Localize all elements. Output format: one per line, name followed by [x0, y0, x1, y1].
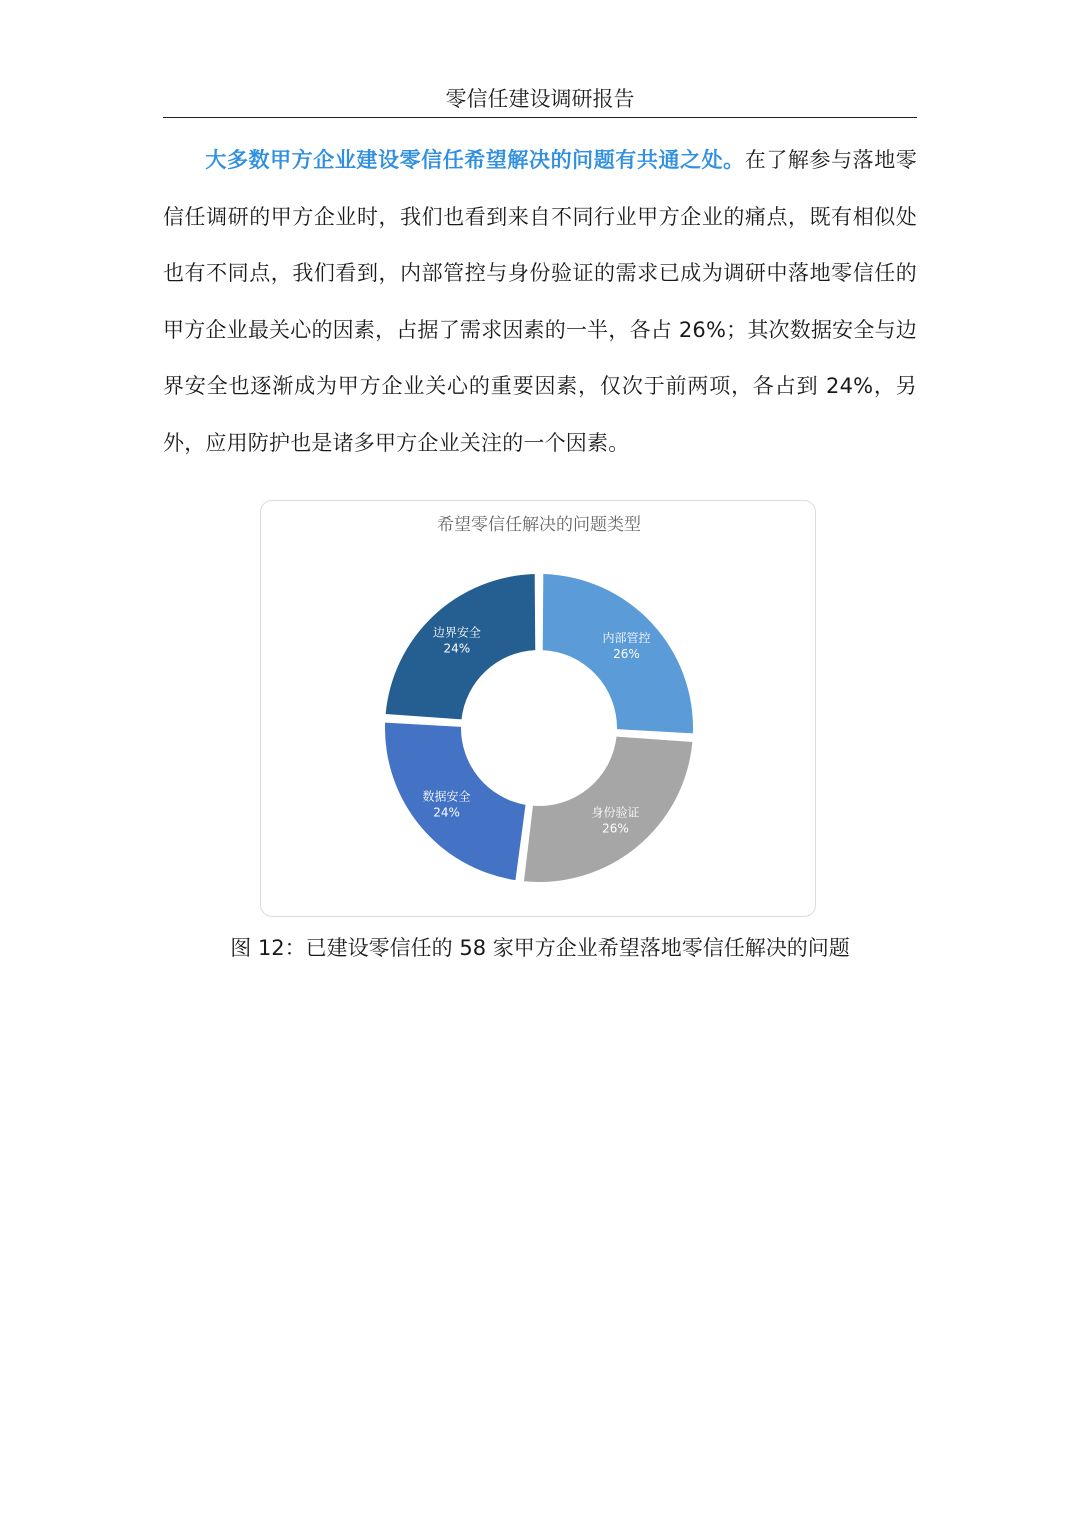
- slice-category-label: 边界安全: [432, 625, 481, 640]
- page-header-title: 零信任建设调研报告: [445, 87, 635, 111]
- paragraph-text: 在了解参与落地零信任调研的甲方企业时，我们也看到来自不同行业甲方企业的痛点，既有相似处也有不同点，我们看到，内部管控与身份验证的需求已成为调研中落地零信任的甲方企业最关心的因素，占据了需求因素的一半，各占 26%；其次数据安全与边界安全也逐渐成为甲方企业关心的重要因素，仅次于前两项，各占到 24%，另外，应用防护也是诸多甲方企业关注的一个因素。: [163, 148, 917, 455]
- body-paragraph: [163, 132, 917, 472]
- chart-title: 希望零信任解决的问题类型: [437, 515, 641, 535]
- page-header: [163, 84, 917, 118]
- slice-value-label: 26%: [613, 646, 640, 661]
- slice-category-label: 数据安全: [422, 789, 471, 804]
- slice-category-label: 身份验证: [591, 805, 640, 820]
- chart-card: [260, 500, 816, 917]
- chart-slices: [385, 574, 693, 882]
- slice-category-label: 内部管控: [602, 630, 651, 645]
- figure-caption: [163, 928, 917, 968]
- slice-value-label: 26%: [602, 821, 629, 836]
- paragraph-highlight: 大多数甲方企业建设零信任希望解决的问题有共通之处。: [205, 148, 745, 172]
- figure-caption-text: 图 12：已建设零信任的 58 家甲方企业希望落地零信任解决的问题: [230, 936, 850, 960]
- slice-value-label: 24%: [433, 805, 460, 820]
- donut-chart: [261, 501, 816, 917]
- slice-value-label: 24%: [443, 641, 471, 656]
